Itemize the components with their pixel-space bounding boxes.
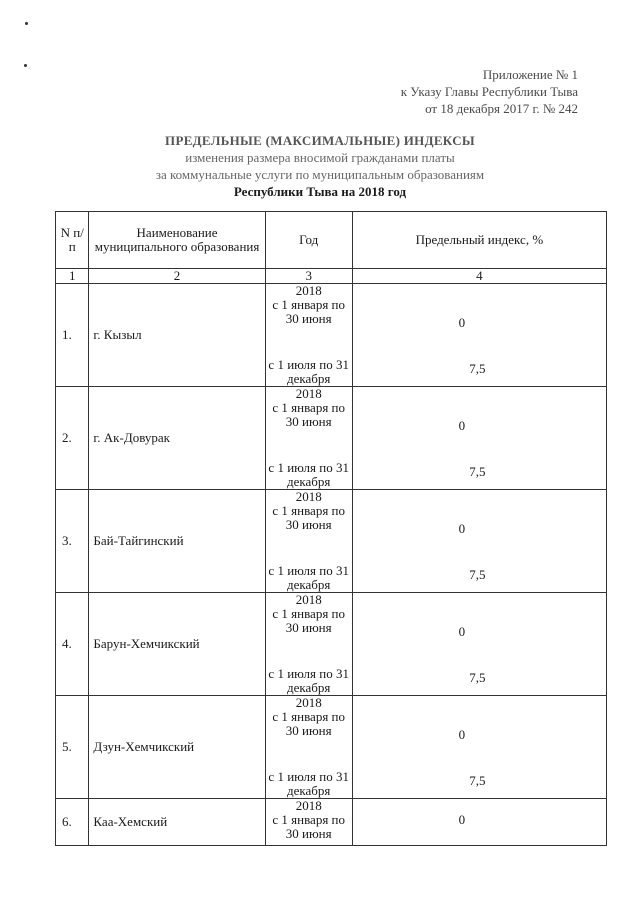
period-cell xyxy=(265,696,352,799)
index-cell xyxy=(352,284,606,387)
period-first-half: с 1 января по 30 июня xyxy=(272,812,346,841)
column-number: 4 xyxy=(352,269,606,284)
table-row xyxy=(56,593,607,696)
period-second-half: с 1 июля по 31 декабря xyxy=(268,769,349,798)
year-value: 2018 xyxy=(295,798,322,813)
index-first-half: 0 xyxy=(458,812,466,827)
appendix-line: к Указу Главы Республики Тыва xyxy=(400,84,578,99)
column-number: 1 xyxy=(56,269,89,284)
scan-speck xyxy=(24,64,27,67)
year-value: 2018 xyxy=(295,283,322,298)
column-number-row xyxy=(56,269,607,284)
municipality-name: г. Кызыл xyxy=(89,284,265,387)
year-value: 2018 xyxy=(295,695,322,710)
document-title xyxy=(0,132,640,200)
table-row xyxy=(56,799,607,846)
table-row xyxy=(56,696,607,799)
municipality-name: г. Ак-Довурак xyxy=(89,387,265,490)
title-line: ПРЕДЕЛЬНЫЕ (МАКСИМАЛЬНЫЕ) ИНДЕКСЫ xyxy=(165,133,475,148)
appendix-line: Приложение № 1 xyxy=(482,67,578,82)
index-first-half: 0 xyxy=(458,521,466,536)
appendix-note xyxy=(401,66,578,117)
period-second-half: с 1 июля по 31 декабря xyxy=(268,563,349,592)
index-cell xyxy=(352,593,606,696)
period-first-half: с 1 января по 30 июня xyxy=(272,503,346,532)
row-number: 6. xyxy=(56,799,89,846)
period-cell xyxy=(265,284,352,387)
period-first-half: с 1 января по 30 июня xyxy=(272,606,346,635)
municipality-name: Бай-Тайгинский xyxy=(89,490,265,593)
year-value: 2018 xyxy=(295,592,322,607)
index-second-half: 7,5 xyxy=(469,464,486,479)
period-cell xyxy=(265,799,352,846)
index-cell xyxy=(352,696,606,799)
column-number: 3 xyxy=(265,269,352,284)
index-cell xyxy=(352,387,606,490)
municipality-name: Барун-Хемчикский xyxy=(89,593,265,696)
period-first-half: с 1 января по 30 июня xyxy=(272,400,346,429)
index-first-half: 0 xyxy=(458,727,466,742)
index-cell xyxy=(352,799,606,846)
row-number: 4. xyxy=(56,593,89,696)
index-cell xyxy=(352,490,606,593)
table-header-row xyxy=(56,212,607,269)
period-first-half: с 1 января по 30 июня xyxy=(272,297,346,326)
municipality-name: Дзун-Хемчикский xyxy=(89,696,265,799)
title-line: изменения размера вносимой гражданами платы xyxy=(185,150,455,165)
header-name: Наименование муниципального образования xyxy=(89,212,265,269)
row-number: 3. xyxy=(56,490,89,593)
year-value: 2018 xyxy=(295,489,322,504)
index-second-half: 7,5 xyxy=(469,670,486,685)
row-number: 5. xyxy=(56,696,89,799)
year-value: 2018 xyxy=(295,386,322,401)
index-first-half: 0 xyxy=(458,418,466,433)
row-number: 1. xyxy=(56,284,89,387)
period-first-half: с 1 января по 30 июня xyxy=(272,709,346,738)
index-second-half: 7,5 xyxy=(469,567,486,582)
period-cell xyxy=(265,593,352,696)
period-cell xyxy=(265,490,352,593)
index-first-half: 0 xyxy=(458,624,466,639)
index-table xyxy=(55,211,607,846)
period-second-half: с 1 июля по 31 декабря xyxy=(268,357,349,386)
header-num: N п/п xyxy=(56,212,89,269)
municipality-name: Каа-Хемский xyxy=(89,799,265,846)
period-second-half: с 1 июля по 31 декабря xyxy=(268,666,349,695)
table-row xyxy=(56,490,607,593)
header-index: Предельный индекс, % xyxy=(352,212,606,269)
index-first-half: 0 xyxy=(458,315,466,330)
period-second-half: с 1 июля по 31 декабря xyxy=(268,460,349,489)
header-year: Год xyxy=(265,212,352,269)
appendix-line: от 18 декабря 2017 г. № 242 xyxy=(425,101,578,116)
row-number: 2. xyxy=(56,387,89,490)
index-second-half: 7,5 xyxy=(469,773,486,788)
title-line: Республики Тыва на 2018 год xyxy=(233,184,407,199)
scan-speck xyxy=(25,22,28,25)
table-row xyxy=(56,387,607,490)
period-cell xyxy=(265,387,352,490)
index-second-half: 7,5 xyxy=(469,361,486,376)
column-number: 2 xyxy=(89,269,265,284)
table-row xyxy=(56,284,607,387)
title-line: за коммунальные услуги по муниципальным образованиям xyxy=(155,167,485,182)
